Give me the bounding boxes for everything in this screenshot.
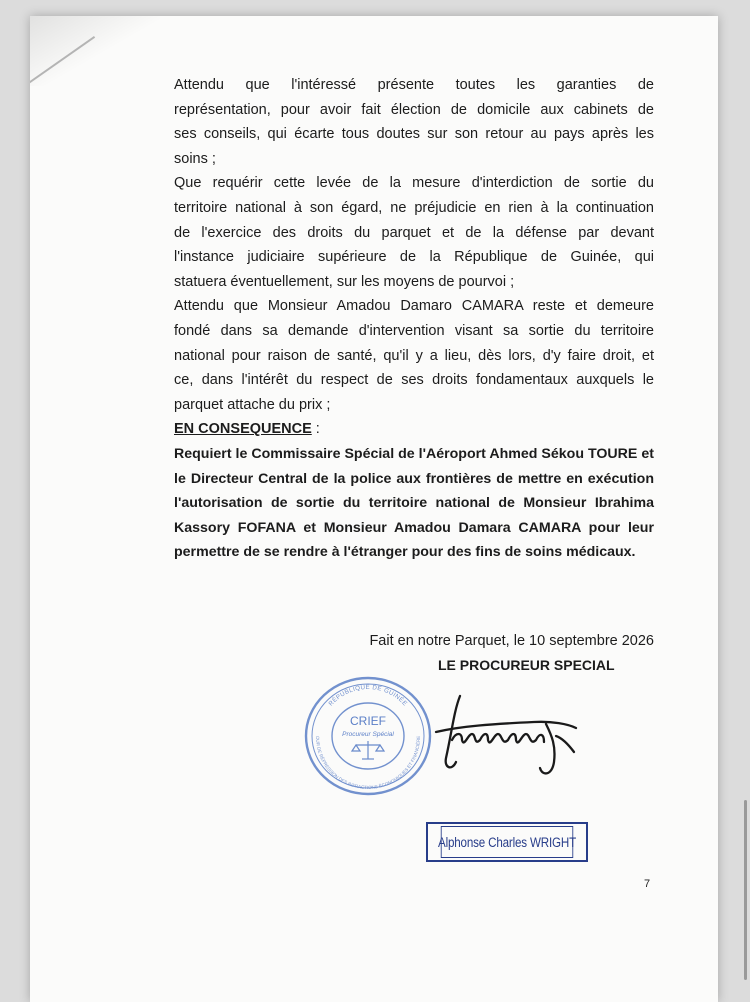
page-number: 7 (644, 878, 651, 890)
text-line: ses conseils, qui écarte tous doutes sur son retour au pays après les (174, 126, 654, 143)
requisition-line: Requiert le Commissaire Spécial de l'Aéroport Ahmed Sékou TOURE et (174, 445, 654, 462)
requisition-line: Kassory FOFANA et Monsieur Amadou Damara CAMARA pour leur (174, 519, 654, 536)
section-heading-line (174, 417, 654, 442)
scrollbar[interactable] (744, 800, 747, 980)
seal-ring-top: RÉPUBLIQUE DE GUINÉE (327, 683, 409, 708)
seal-center-text: CRIEF (350, 714, 386, 728)
text-line: représentation, pour avoir fait élection de domicile aux cabinets de (174, 101, 654, 118)
section-heading: EN CONSEQUENCE (174, 421, 312, 438)
requisition-line: le Directeur Central de la police aux frontières de mettre en exécution (174, 470, 654, 487)
text-line: Attendu que l'intéressé présente toutes les garanties de (174, 77, 654, 93)
text-line: ce, dans l'intérêt du respect de ses droits fondamentaux auxquels le (174, 372, 654, 389)
text-line: territoire national à son égard, ne préjudicie en rien à la continuation (174, 199, 654, 216)
text-line: national pour raison de santé, qu'il y a lieu, dès lors, d'y faire droit, et (174, 347, 654, 364)
signature-icon (422, 676, 582, 786)
body-text (174, 73, 654, 565)
seal-ring-bottom: OUR DE RÉPRESSION DES INFRACTIONS ÉCONOMIQUES ET FINANCIÈRE (314, 735, 422, 791)
requisition-line: permettre de se rendre à l'étranger pour des fins de soins médicaux. (174, 544, 636, 561)
signatory-title: LE PROCUREUR SPECIAL (438, 657, 615, 673)
text-line: l'instance judiciaire supérieure de la République de Guinée, qui (174, 249, 654, 266)
svg-text:RÉPUBLIQUE DE GUINÉE (327, 684, 408, 708)
text-line: Que requérir cette levée de la mesure d'interdiction de sortie du (174, 175, 654, 192)
official-seal-icon (298, 671, 438, 801)
text-line: statuera éventuellement, sur les moyens de pourvoi ; (174, 273, 515, 290)
document-page (30, 16, 718, 1002)
requisition-block (174, 442, 654, 565)
page-curl-shadow (30, 16, 160, 86)
text-line: fondé dans sa demande d'intervention visant sa sortie du territoire (174, 322, 654, 339)
text-line: parquet attache du prix ; (174, 396, 331, 413)
requisition-line: l'autorisation de sortie du territoire national de Monsieur Ibrahima (174, 495, 654, 512)
name-stamp (426, 822, 588, 862)
section-heading-colon: : (311, 421, 320, 438)
text-line: de l'exercice des droits du parquet et de la défense par devant (174, 224, 654, 241)
name-stamp-text: Alphonse Charles WRIGHT (441, 826, 573, 858)
text-line: Attendu que Monsieur Amadou Damaro CAMARA reste et demeure (174, 298, 654, 315)
place-date: Fait en notre Parquet, le 10 septembre 2026 (369, 633, 654, 649)
closing-block (174, 630, 654, 673)
text-line: soins ; (174, 150, 216, 167)
seal-sub-text: Procureur Spécial (342, 731, 394, 738)
